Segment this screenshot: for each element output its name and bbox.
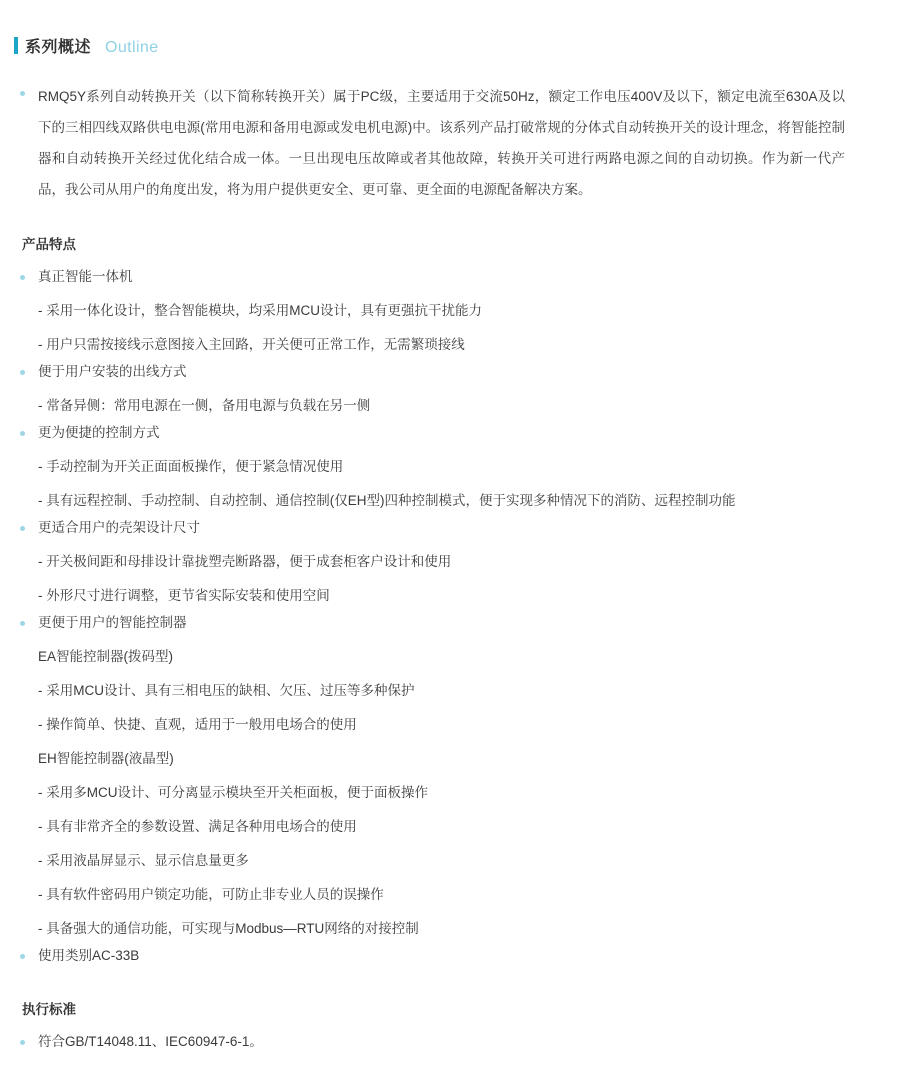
feature-subline: - 具有远程控制、手动控制、自动控制、通信控制(仅EH型)四种控制模式，便于实现多种情况下的消防、远程控制功能 bbox=[38, 493, 736, 508]
controller-type-label: EA智能控制器(拨码型) bbox=[38, 649, 173, 664]
page-title: 系列概述 bbox=[25, 39, 92, 56]
feature-subline: - 采用MCU设计、具有三相电压的缺相、欠压、过压等多种保护 bbox=[38, 683, 415, 698]
controller-type-label: EH智能控制器(液晶型) bbox=[38, 751, 174, 766]
feature-head bbox=[20, 613, 880, 633]
feature-subline: - 常备异侧：常用电源在一侧，备用电源与负载在另一侧 bbox=[38, 398, 371, 413]
feature-subline: - 采用液晶屏显示、显示信息量更多 bbox=[38, 853, 249, 868]
feature-title: 更便于用户的智能控制器 bbox=[38, 615, 187, 630]
feature-subline: - 采用一体化设计，整合智能模块，均采用MCU设计，具有更强抗干扰能力 bbox=[38, 303, 482, 318]
page-title-english: Outline bbox=[105, 39, 159, 56]
list-item bbox=[0, 423, 900, 511]
feature-subline: - 开关极间距和母排设计靠拢塑壳断路器，便于成套柜客户设计和使用 bbox=[38, 554, 452, 569]
list-item bbox=[0, 613, 900, 939]
feature-subline: - 外形尺寸进行调整，更节省实际安装和使用空间 bbox=[38, 588, 330, 603]
feature-subline: - 具有非常齐全的参数设置、满足各种用电场合的使用 bbox=[38, 819, 357, 834]
feature-title: 更为便捷的控制方式 bbox=[38, 425, 160, 440]
intro-paragraph bbox=[0, 81, 900, 205]
feature-subline: - 用户只需按接线示意图接入主回路，开关便可正常工作，无需繁琐接线 bbox=[38, 337, 465, 352]
feature-title: 真正智能一体机 bbox=[38, 269, 133, 284]
feature-list bbox=[0, 267, 900, 966]
accent-bar-icon bbox=[14, 37, 18, 54]
feature-head bbox=[20, 518, 880, 538]
list-item bbox=[0, 518, 900, 606]
feature-sublines bbox=[20, 552, 880, 606]
section-header bbox=[0, 0, 900, 57]
feature-subline: - 手动控制为开关正面面板操作，便于紧急情况使用 bbox=[38, 459, 344, 474]
feature-subline: - 具有软件密码用户锁定功能，可防止非专业人员的误操作 bbox=[38, 887, 384, 902]
feature-subline: - 采用多MCU设计、可分离显示模块至开关柜面板，便于面板操作 bbox=[38, 785, 428, 800]
feature-head bbox=[20, 423, 880, 443]
feature-head bbox=[20, 946, 880, 966]
standards-list bbox=[0, 1032, 900, 1052]
bullet-icon bbox=[20, 275, 25, 280]
bullet-icon bbox=[20, 621, 25, 626]
bullet-icon bbox=[20, 431, 25, 436]
features-heading: 产品特点 bbox=[22, 237, 76, 252]
feature-subline: - 具备强大的通信功能，可实现与Modbus—RTU网络的对接控制 bbox=[38, 921, 419, 936]
bullet-icon bbox=[20, 526, 25, 531]
feature-head bbox=[20, 267, 880, 287]
feature-sublines bbox=[20, 457, 880, 511]
list-item bbox=[0, 362, 900, 416]
feature-sublines bbox=[20, 301, 880, 355]
intro-text: RMQ5Y系列自动转换开关（以下简称转换开关）属于PC级，主要适用于交流50Hz，额定工作电压400V及以下，额定电流至630A及以下的三相四线双路供电电源(常用电源和备用电源或发电机电源)中。该系列产品打破常规的分体式自动转换开关的设计理念，将智能控制器和自动转换开关经过优化结合成一体。一旦出现电压故障或者其他故障，转换开关可进行两路电源之间的自动切换。作为新一代产品，我公司从用户的角度出发，将为用户提供更安全、更可靠、更全面的电源配备解决方案。 bbox=[38, 89, 845, 197]
feature-title: 更适合用户的壳架设计尺寸 bbox=[38, 520, 200, 535]
list-item bbox=[0, 946, 900, 966]
bullet-icon bbox=[20, 1040, 25, 1045]
list-item bbox=[0, 1032, 900, 1052]
bullet-icon bbox=[20, 954, 25, 959]
standards-heading: 执行标准 bbox=[22, 1002, 76, 1017]
feature-subline: - 操作简单、快捷、直观，适用于一般用电场合的使用 bbox=[38, 717, 357, 732]
feature-sublines bbox=[20, 396, 880, 416]
standards-text: 符合GB/T14048.11、IEC60947-6-1。 bbox=[38, 1034, 263, 1049]
feature-title: 便于用户安装的出线方式 bbox=[38, 364, 187, 379]
feature-head bbox=[20, 362, 880, 382]
feature-title: 使用类别AC-33B bbox=[38, 948, 140, 963]
list-item bbox=[0, 267, 900, 355]
bullet-icon bbox=[20, 370, 25, 375]
feature-sublines bbox=[20, 647, 880, 939]
bottom-spacer bbox=[0, 1052, 900, 1082]
bullet-icon bbox=[20, 91, 25, 96]
